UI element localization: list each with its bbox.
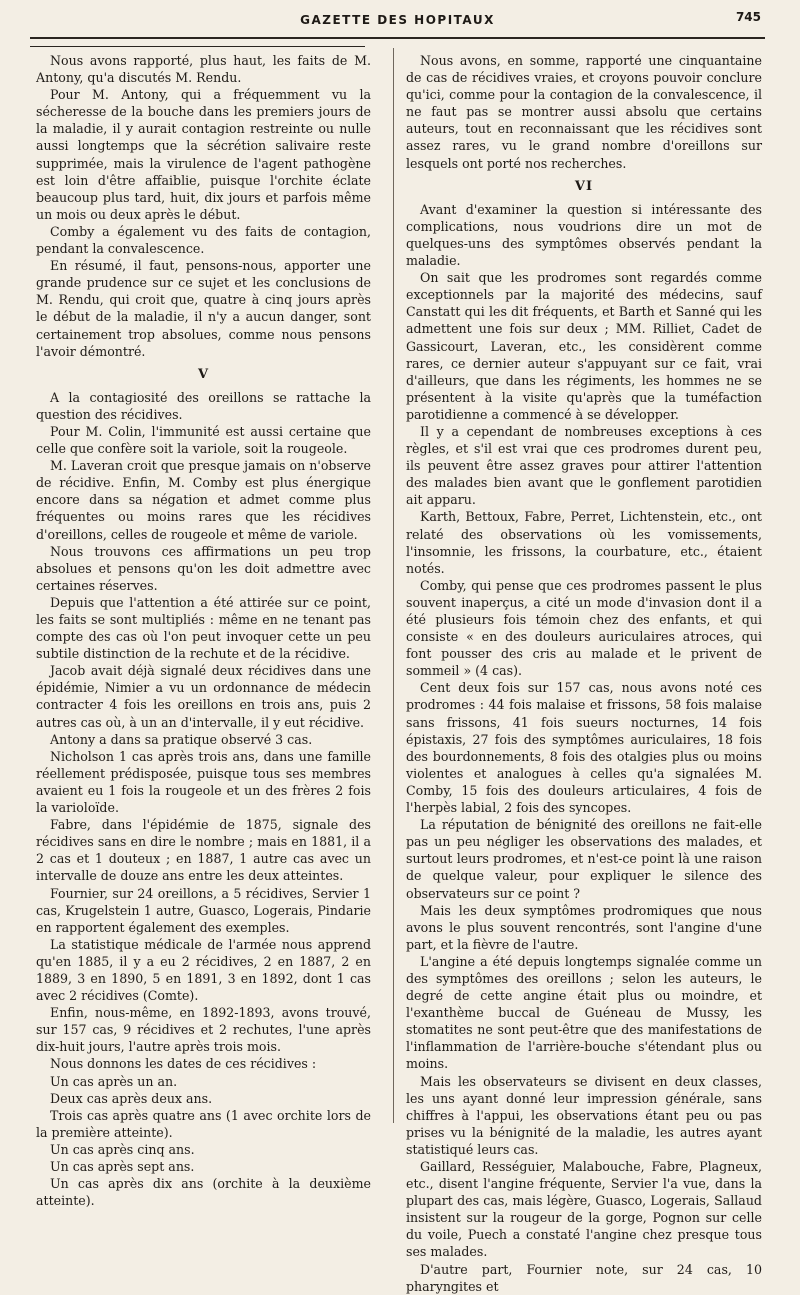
column-divider [393, 48, 394, 1123]
paragraph: Mais les deux symptômes prodromiques que nous avons le plus souvent rencontrés, sont l'angine d'une part, et la fièvre de l'autre. [406, 902, 762, 952]
paragraph: Depuis que l'attention a été attirée sur ce point, les faits se sont multipliés : même en ne tenant pas compte des cas où l'on peut invoquer cette un peu subtile distinction de la rechute et de la récidive. [36, 594, 371, 662]
paragraph: Un cas après un an. [50, 1073, 178, 1089]
paragraph: Nous donnons les dates de ces récidives : [50, 1056, 317, 1072]
paragraph: M. Laveran croit que presque jamais on n'observe de récidive. Enfin, M. Comby est plus énergique encore dans sa négation et admet comme plus fréquentes ou moins rares que les récidives d'oreillons, celles de rougeole et même de variole. [36, 458, 371, 542]
paragraph: On sait que les prodromes sont regardés comme exceptionnels par la majorité des médecins, sauf Canstatt qui les dit fréquents, et Barth et Sanné qui les admettent une fois sur deux ; MM. Rilliet, Cadet de Gassicourt, Laveran, etc., les considèrent comme rares, ce dernier auteur s'appuyant sur ce fait, vrai d'ailleurs, que dans les régiments, les hommes ne se présentent à la visite qu'après que la tuméfaction parotidienne a commencé à se développer. [406, 270, 762, 422]
paragraph: Pour M. Antony, qui a fréquemment vu la sécheresse de la bouche dans les premiers jours de la maladie, il y aurait contagion restreinte ou nulle aussi longtemps que la sécrétion salivaire reste supprimée, mais la virulence de l'agent pathogène est loin d'être affaiblie, puisque l'orchite éclate beaucoup plus tard, huit, dix jours et parfois même un mois ou deux après le début. [36, 87, 371, 222]
paragraph: D'autre part, Fournier note, sur 24 cas, 10 pharyngites et [406, 1261, 762, 1294]
paragraph: Gaillard, Rességuier, Malabouche, Fabre, Plagneux, etc., disent l'angine fréquente, Servier l'a vue, dans la plupart des cas, mais légère, Guasco, Logerais, Sallaud insistent sur la rougeur de la gorge, Pognon sur celle du voile, Puech a constaté l'angine chez presque tous ses malades. [406, 1159, 762, 1260]
paragraph: Pour M. Colin, l'immunité est aussi certaine que celle que confère soit la variole, soit la rougeole. [36, 423, 371, 457]
running-title: GAZETTE DES HOPITAUX [300, 13, 495, 27]
left-column [36, 52, 371, 1209]
paragraph: Fabre, dans l'épidémie de 1875, signale des récidives sans en dire le nombre ; mais en 1881, il a 2 cas et 1 douteux ; en 1887, 1 autre cas avec un intervalle de douze ans entre les deux atteintes. [36, 817, 371, 884]
paragraph: En résumé, il faut, pensons-nous, apporter une grande prudence sur ce sujet et les conclusions de M. Rendu, qui croit que, quatre à cinq jours après le début de la maladie, il n'y a aucun danger, sont certainement trop absolues, comme nous pensons l'avoir démontré. [36, 258, 371, 359]
paragraph: Nicholson 1 cas après trois ans, dans une famille réellement prédisposée, puisque tous ses membres avaient eu 1 fois la rougeole et un des frères 2 fois la varioloïde. [36, 748, 371, 816]
paragraph: Nous avons, en somme, rapporté une cinquantaine de cas de récidives vraies, et croyons pouvoir conclure qu'ici, comme pour la contagion de la convalescence, il ne faut pas se montrer aussi absolu que certains auteurs, tout en reconnaissant que les récidives sont assez rares, vu le grand nombre d'oreillons sur lesquels ont porté nos recherches. [406, 53, 762, 171]
paragraph: Avant d'examiner la question si intéressante des complications, nous voudrions dire un mot de quelques-uns des symptômes observés pendant la maladie. [406, 201, 762, 269]
paragraph: A la contagiosité des oreillons se rattache la question des récidives. [36, 389, 371, 422]
paragraph: Deux cas après deux ans. [50, 1090, 213, 1106]
paragraph: Un cas après sept ans. [50, 1159, 195, 1174]
page-header [30, 10, 765, 32]
paragraph: Comby a également vu des faits de contagion, pendant la convalescence. [36, 223, 371, 257]
paragraph: Fournier, sur 24 oreillons, a 5 récidives, Servier 1 cas, Krugelstein 1 autre, Guasco, Logerais, Pindarie en rapportent également des exemples. [36, 885, 371, 935]
paragraph: Antony a dans sa pratique observé 3 cas. [50, 731, 313, 747]
paragraph: La réputation de bénignité des oreillons ne fait-elle pas un peu négliger les observations des malades, et surtout leurs prodromes, et n'est-ce point là une raison de quelque valeur, pour expliquer le silence des observateurs sur ce point ? [406, 817, 762, 901]
paragraph: Cent deux fois sur 157 cas, nous avons noté ces prodromes : 44 fois malaise et frissons, 58 fois malaise sans frissons, 41 fois sueurs nocturnes, 14 fois épistaxis, 27 fois des symptômes auriculaires, 18 fois des bourdonnements, 8 fois des otalgies plus ou moins violentes et analogues à celles qu'a signalées M. Comby, 15 fois des douleurs articulaires, 4 fois de l'herpès labial, 2 fois des syncopes. [406, 680, 762, 816]
paragraph: Il y a cependant de nombreuses exceptions à ces règles, et s'il est vrai que ces prodromes durent peu, ils peuvent être assez graves pour attirer l'attention des malades bien avant que le gonflement parotidien ait apparu. [406, 423, 762, 508]
paragraph: Nous avons rapporté, plus haut, les faits de M. Antony, qu'a discutés M. Rendu. [36, 53, 371, 86]
paragraph: Enfin, nous-même, en 1892-1893, avons trouvé, sur 157 cas, 9 récidives et 2 rechutes, l'une après dix-huit jours, l'autre après trois mois. [36, 1005, 371, 1055]
paragraph: Jacob avait déjà signalé deux récidives dans une épidémie, Nimier a vu un ordonnance de médecin contracter 4 fois les oreillons en trois ans, puis 2 autres cas où, à un an d'intervalle, il y eut récidive. [36, 663, 371, 730]
paragraph: L'angine a été depuis longtemps signalée comme un des symptômes des oreillons ; selon les auteurs, le degré de cette angine était plus ou moindre, et l'exanthème buccal de Guéneau de Mussy, les stomatites ne sont peut-être que des manifestations de l'inflammation de l'arrière-bouche s'étendant plus ou moins. [406, 953, 762, 1072]
paragraph: Un cas après dix ans (orchite à la deuxième atteinte). [36, 1176, 371, 1209]
section-heading: VI [574, 178, 594, 194]
paragraph: Comby, qui pense que ces prodromes passent le plus souvent inaperçus, a cité un mode d'invasion dont il a été plusieurs fois témoin chez des enfants, et qui consiste « en des douleurs auriculaires atroces, qui font pousser des cris au malade et le privent de sommeil » (4 cas). [406, 577, 762, 679]
paragraph: Nous trouvons ces affirmations un peu trop absolues et pensons qu'on les doit admettre avec certaines réserves. [36, 543, 371, 593]
right-column [406, 52, 762, 1295]
paragraph: La statistique médicale de l'armée nous apprend qu'en 1885, il y a eu 2 récidives, 2 en 1887, 2 en 1889, 3 en 1890, 5 en 1891, 3 en 1892, dont 1 cas avec 2 récidives (Comte). [36, 936, 371, 1004]
paragraph: Un cas après cinq ans. [50, 1141, 195, 1157]
header-subrule [30, 46, 365, 47]
page-number: 745 [735, 10, 761, 24]
paragraph: Karth, Bettoux, Fabre, Perret, Lichtenstein, etc., ont relaté des observations où les vomissements, l'insomnie, les frissons, la courbature, etc., étaient notés. [406, 509, 762, 576]
paragraph: Trois cas après quatre ans (1 avec orchite lors de la première atteinte). [36, 1107, 371, 1140]
paragraph: Mais les observateurs se divisent en deux classes, les uns ayant donné leur impression générale, sans chiffres à l'appui, les observations étant peu ou pas prises vu la bénignité de la maladie, les autres ayant statistiqué leurs cas. [406, 1073, 762, 1157]
header-rule [30, 37, 765, 39]
section-heading: V [197, 366, 210, 382]
